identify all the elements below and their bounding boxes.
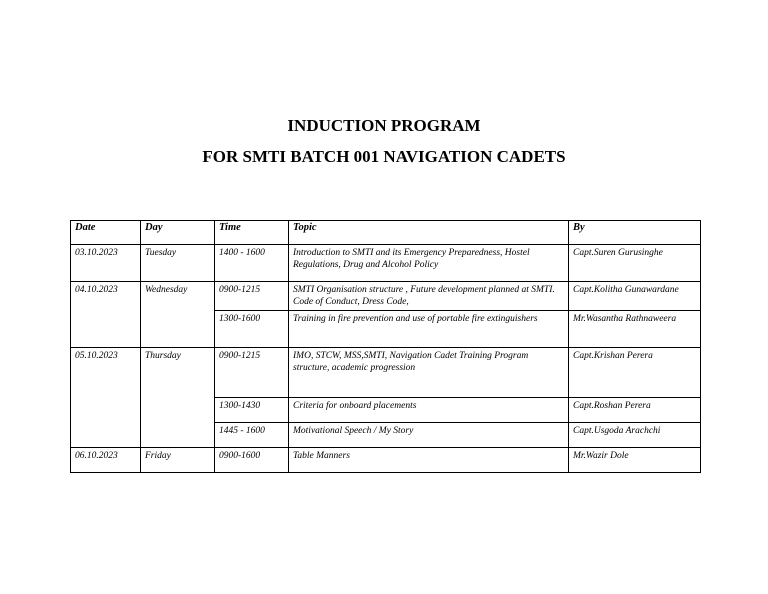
- header-date: Date: [71, 221, 141, 245]
- table-row: [71, 282, 701, 311]
- time-cell: 0900-1215: [215, 348, 289, 398]
- time-cell: 1300-1430: [215, 398, 289, 423]
- header-topic: Topic: [289, 221, 569, 245]
- by-cell: Mr.Wasantha Rathnaweera: [569, 311, 701, 348]
- day-cell: Wednesday: [141, 282, 215, 348]
- topic-cell: Motivational Speech / My Story: [289, 423, 569, 448]
- time-cell: 0900-1600: [215, 448, 289, 473]
- topic-cell: IMO, STCW, MSS,SMTI, Navigation Cadet Training Program structure, academic progression: [289, 348, 569, 398]
- header-by: By: [569, 221, 701, 245]
- time-cell: 1300-1600: [215, 311, 289, 348]
- by-cell: Mr.Wazir Dole: [569, 448, 701, 473]
- time-cell: 1400 - 1600: [215, 245, 289, 282]
- table-row: [71, 448, 701, 473]
- date-cell: 03.10.2023: [71, 245, 141, 282]
- by-cell: Capt.Krishan Perera: [569, 348, 701, 398]
- topic-cell: SMTI Organisation structure , Future development planned at SMTI. Code of Conduct, Dress Code,: [289, 282, 569, 311]
- day-cell: Friday: [141, 448, 215, 473]
- schedule-table: [70, 220, 701, 473]
- day-cell: Tuesday: [141, 245, 215, 282]
- topic-cell: Training in fire prevention and use of portable fire extinguishers: [289, 311, 569, 348]
- time-cell: 0900-1215: [215, 282, 289, 311]
- date-cell: 04.10.2023: [71, 282, 141, 348]
- document-subtitle: FOR SMTI BATCH 001 NAVIGATION CADETS: [202, 147, 566, 166]
- table-header-row: [71, 221, 701, 245]
- date-cell: 05.10.2023: [71, 348, 141, 448]
- time-cell: 1445 - 1600: [215, 423, 289, 448]
- by-cell: Capt.Suren Gurusinghe: [569, 245, 701, 282]
- topic-cell: Table Manners: [289, 448, 569, 473]
- topic-cell: Introduction to SMTI and its Emergency Preparedness, Hostel Regulations, Drug and Alcohol Policy: [289, 245, 569, 282]
- day-cell: Thursday: [141, 348, 215, 448]
- table-row: [71, 245, 701, 282]
- topic-cell: Criteria for onboard placements: [289, 398, 569, 423]
- header-day: Day: [141, 221, 215, 245]
- by-cell: Capt.Kolitha Gunawardane: [569, 282, 701, 311]
- document-title: INDUCTION PROGRAM: [287, 116, 481, 135]
- table-row: [71, 348, 701, 398]
- by-cell: Capt.Roshan Perera: [569, 398, 701, 423]
- header-time: Time: [215, 221, 289, 245]
- by-cell: Capt.Usgoda Arachchi: [569, 423, 701, 448]
- date-cell: 06.10.2023: [71, 448, 141, 473]
